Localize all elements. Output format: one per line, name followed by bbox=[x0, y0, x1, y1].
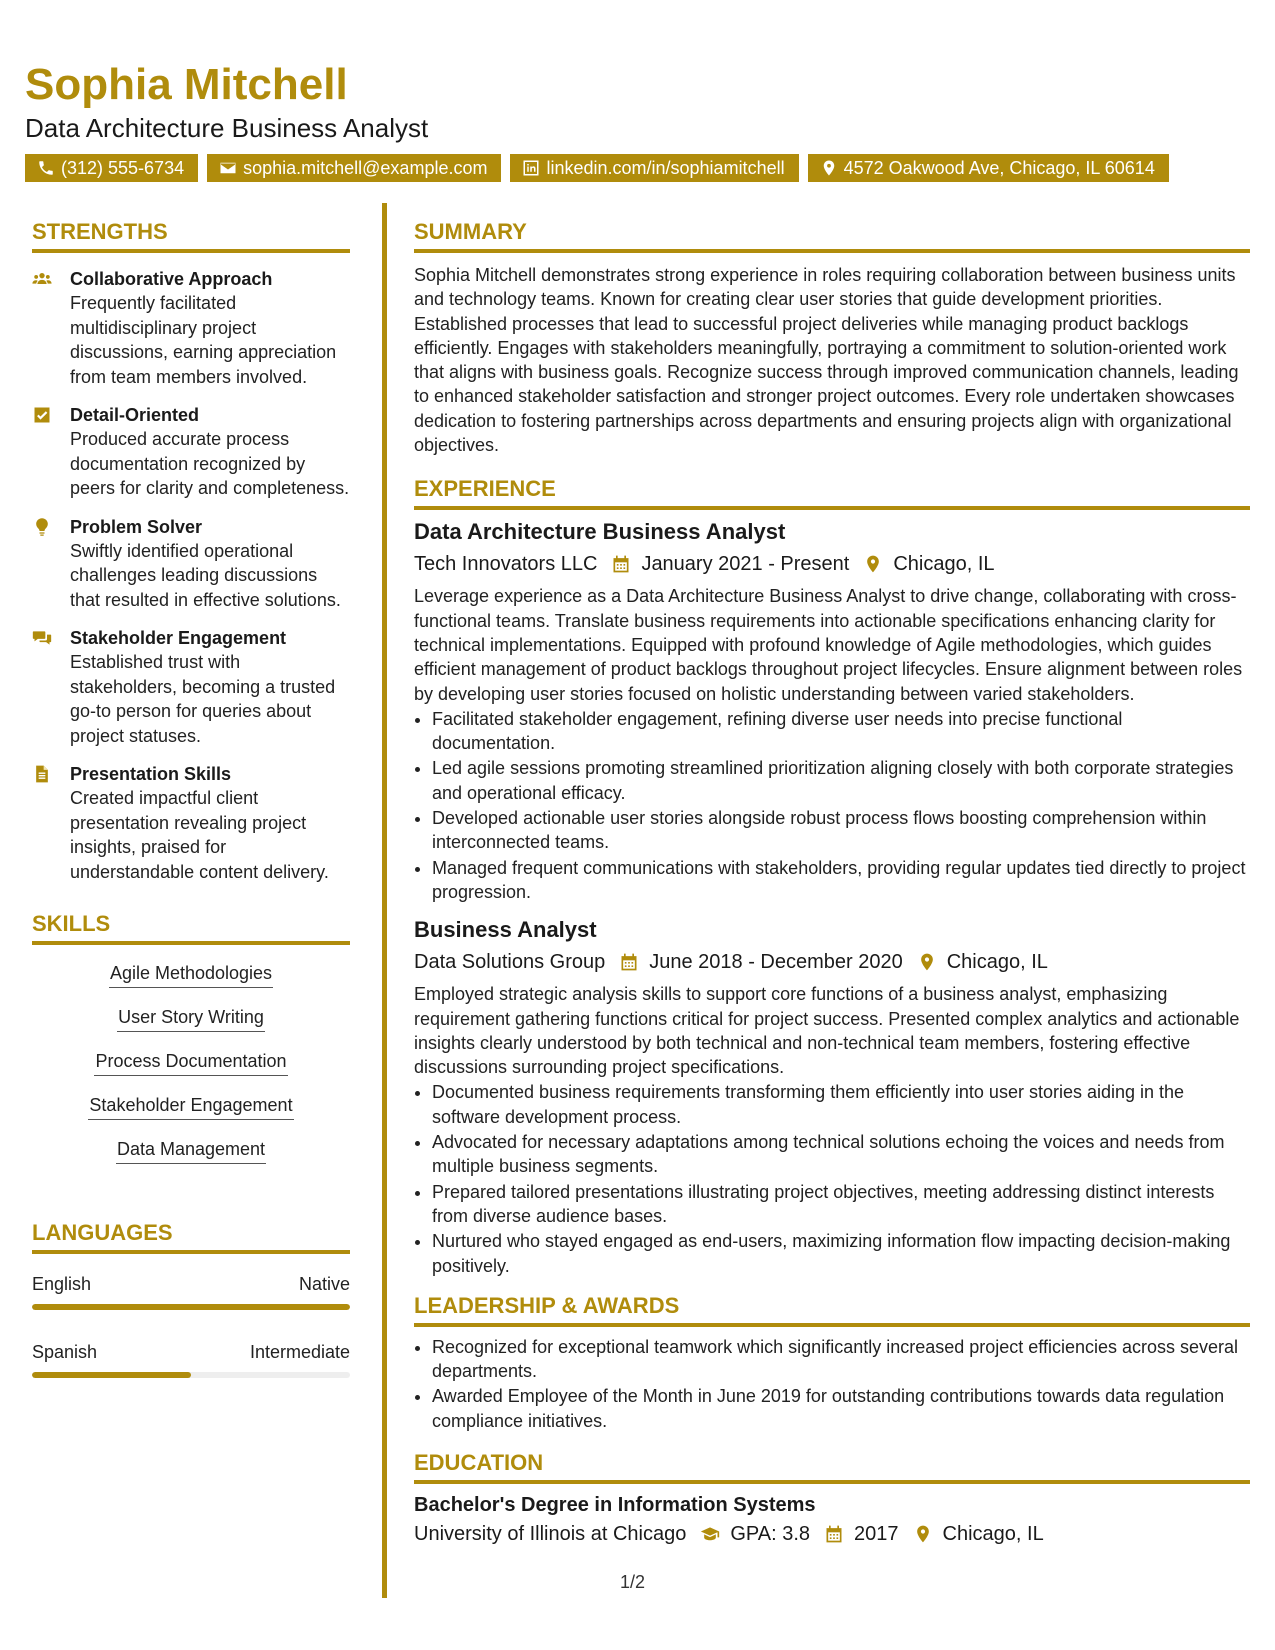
graduation-cap-icon bbox=[700, 1524, 720, 1544]
education-entry bbox=[414, 1492, 1250, 1548]
language-proficiency-bar bbox=[32, 1372, 350, 1378]
degree-title: Bachelor's Degree in Information Systems bbox=[414, 1493, 816, 1516]
job-location: Chicago, IL bbox=[946, 951, 1048, 974]
strength-description: Swiftly identified operational challenges leading discussions that resulted in effective solutions. bbox=[70, 540, 341, 610]
contact-linkedin[interactable] bbox=[510, 154, 798, 182]
map-pin-icon bbox=[917, 952, 937, 972]
left-column bbox=[32, 218, 350, 1378]
job-description: Employed strategic analysis skills to support core functions of a business analyst, emphasizing requirement gathering functions critical for project success. Presented complex analytics and actionable insights clearly understood by both technical and non-technical team members, fostering effective discussions surrounding project specifications. bbox=[414, 984, 1240, 1078]
company-name: Tech Innovators LLC bbox=[414, 553, 598, 576]
job-title: Data Architecture Business Analyst bbox=[414, 519, 786, 545]
resume-header bbox=[25, 60, 1250, 182]
candidate-name: Sophia Mitchell bbox=[25, 60, 348, 109]
graduation-year: 2017 bbox=[854, 1522, 899, 1545]
strength-title: Problem Solver bbox=[70, 516, 203, 537]
users-icon bbox=[32, 269, 52, 289]
checkbox-icon bbox=[32, 405, 52, 425]
skill-tag: Agile Methodologies bbox=[109, 961, 273, 988]
right-column bbox=[414, 218, 1250, 1548]
skills-list bbox=[32, 961, 350, 1181]
strength-description: Produced accurate process documentation recognized by peers for clarity and completeness. bbox=[70, 429, 350, 498]
skill-tag: Data Management bbox=[116, 1137, 266, 1164]
job-dates: January 2021 - Present bbox=[641, 553, 850, 576]
list-item: • Documented business requirements transforming them efficiently into user stories aiding in the software development process. bbox=[432, 1080, 1250, 1129]
skill-tag: Stakeholder Engagement bbox=[88, 1093, 293, 1120]
chat-bubbles-icon bbox=[32, 628, 52, 648]
education-location: Chicago, IL bbox=[942, 1522, 1044, 1545]
job-dates: June 2018 - December 2020 bbox=[649, 951, 903, 974]
strength-title: Stakeholder Engagement bbox=[70, 628, 287, 648]
candidate-title: Data Architecture Business Analyst bbox=[25, 113, 429, 143]
strength-description: Established trust with stakeholders, becoming a trusted go-to person for queries about project statuses. bbox=[70, 652, 336, 746]
languages-heading: LANGUAGES bbox=[32, 1219, 350, 1254]
education-heading: EDUCATION bbox=[414, 1449, 1250, 1484]
linkedin-text: linkedin.com/in/sophiamitchell bbox=[546, 158, 785, 178]
map-pin-icon bbox=[913, 1524, 933, 1544]
list-item: • Nurtured who stayed engaged as end-users, maximizing information flow impacting decision-making positively. bbox=[432, 1229, 1250, 1278]
page-number: 1/2 bbox=[620, 1572, 646, 1592]
document-icon bbox=[32, 764, 52, 784]
strength-description: Created impactful client presentation revealing project insights, praised for understandable content delivery. bbox=[70, 788, 329, 882]
calendar-icon bbox=[611, 554, 631, 574]
strength-title: Detail-Oriented bbox=[70, 405, 200, 425]
skill-tag: Process Documentation bbox=[94, 1049, 287, 1076]
contact-phone[interactable] bbox=[25, 154, 198, 182]
lightbulb-icon bbox=[32, 517, 52, 537]
strength-item bbox=[32, 267, 350, 389]
list-item: • Facilitated stakeholder engagement, refining diverse user needs into precise functional documentation. bbox=[432, 707, 1250, 756]
list-item: • Managed frequent communications with stakeholders, providing regular updates tied directly to project progression. bbox=[432, 856, 1250, 905]
strength-item bbox=[32, 762, 350, 884]
language-proficiency-fill bbox=[32, 1304, 350, 1310]
job-bullets bbox=[414, 707, 1250, 904]
language-level: Native bbox=[298, 1274, 350, 1294]
contact-bar bbox=[25, 154, 1250, 182]
phone-text: (312) 555-6734 bbox=[61, 158, 185, 178]
education-meta bbox=[414, 1520, 1250, 1548]
skill-tag: User Story Writing bbox=[117, 1005, 265, 1032]
email-text: sophia.mitchell@example.com bbox=[243, 158, 488, 178]
job-bullets bbox=[414, 1080, 1250, 1277]
list-item: • Led agile sessions promoting streamlined prioritization aligning closely with both corporate strategies and operational efficacy. bbox=[432, 756, 1250, 805]
list-item: • Advocated for necessary adaptations among technical solutions echoing the voices and needs from multiple business segments. bbox=[432, 1130, 1250, 1179]
strength-title: Presentation Skills bbox=[70, 764, 232, 784]
address-text: 4572 Oakwood Ave, Chicago, IL 60614 bbox=[843, 158, 1155, 178]
company-name: Data Solutions Group bbox=[414, 951, 606, 974]
envelope-icon bbox=[219, 159, 237, 177]
strength-item bbox=[32, 626, 350, 748]
job-description: Leverage experience as a Data Architecture Business Analyst to drive change, collaborating with cross-functional teams. Translate business requirements into actionable specifications enhancing clarity for technical implementations. Equipped with profound knowledge of Agile methodologies, which guides efficient management of product backlogs throughout project lifecycles. Ensure alignment between roles by developing user stories focused on holistic understanding between varied stakeholders. bbox=[414, 586, 1243, 704]
language-item bbox=[32, 1340, 350, 1378]
leadership-heading: LEADERSHIP & AWARDS bbox=[414, 1292, 1250, 1327]
job-entry bbox=[414, 518, 1250, 904]
job-entry bbox=[414, 916, 1250, 1278]
language-name: Spanish bbox=[32, 1342, 98, 1362]
job-title: Business Analyst bbox=[414, 917, 597, 943]
leadership-bullets bbox=[414, 1335, 1250, 1433]
list-item: • Prepared tailored presentations illustrating project objectives, meeting addressing distinct interests from diverse audience bases. bbox=[432, 1180, 1250, 1229]
linkedin-icon bbox=[522, 159, 540, 177]
language-proficiency-bar bbox=[32, 1304, 350, 1310]
strength-description: Frequently facilitated multidisciplinary project discussions, earning appreciation from team members involved. bbox=[70, 293, 337, 387]
gpa: GPA: 3.8 bbox=[730, 1522, 811, 1545]
experience-heading: EXPERIENCE bbox=[414, 475, 1250, 510]
map-pin-icon bbox=[863, 554, 883, 574]
language-level: Intermediate bbox=[249, 1342, 350, 1362]
calendar-icon bbox=[824, 1524, 844, 1544]
language-name: English bbox=[32, 1274, 92, 1294]
map-pin-icon bbox=[820, 159, 838, 177]
column-divider bbox=[382, 203, 387, 1598]
strength-title: Collaborative Approach bbox=[70, 269, 273, 289]
skills-heading: SKILLS bbox=[32, 910, 350, 945]
job-location: Chicago, IL bbox=[893, 553, 995, 576]
summary-heading: SUMMARY bbox=[414, 218, 1250, 253]
strength-item bbox=[32, 515, 350, 613]
strength-item bbox=[32, 403, 350, 501]
list-item: • Recognized for exceptional teamwork which significantly increased project efficiencies across several departments. bbox=[432, 1335, 1250, 1384]
school-name: University of Illinois at Chicago bbox=[414, 1522, 687, 1545]
phone-icon bbox=[37, 159, 55, 177]
language-proficiency-fill bbox=[32, 1372, 191, 1378]
job-meta bbox=[414, 948, 1250, 976]
strengths-heading: STRENGTHS bbox=[32, 218, 350, 253]
list-item: • Awarded Employee of the Month in June 2019 for outstanding contributions towards data regulation compliance initiatives. bbox=[432, 1384, 1250, 1433]
contact-email[interactable] bbox=[207, 154, 501, 182]
contact-address[interactable] bbox=[808, 154, 1169, 182]
calendar-icon bbox=[619, 952, 639, 972]
language-item bbox=[32, 1272, 350, 1310]
list-item: • Developed actionable user stories alongside robust process flows boosting comprehension within interconnected teams. bbox=[432, 806, 1250, 855]
summary-text: Sophia Mitchell demonstrates strong experience in roles requiring collaboration between business units and technology teams. Known for creating clear user stories that guide development priorities. Established processes that lead to successful project deliveries while managing product backlogs efficiently. Engages with stakeholders meaningfully, portraying a commitment to solution-oriented work that aligns with business goals. Recognize success through improved communication channels, leading to enhanced stakeholder satisfaction and stronger project outcomes. Every role undertaken showcases dedication to fostering partnerships across departments and ensuring projects align with organizational objectives. bbox=[414, 265, 1239, 456]
job-meta bbox=[414, 550, 1250, 578]
